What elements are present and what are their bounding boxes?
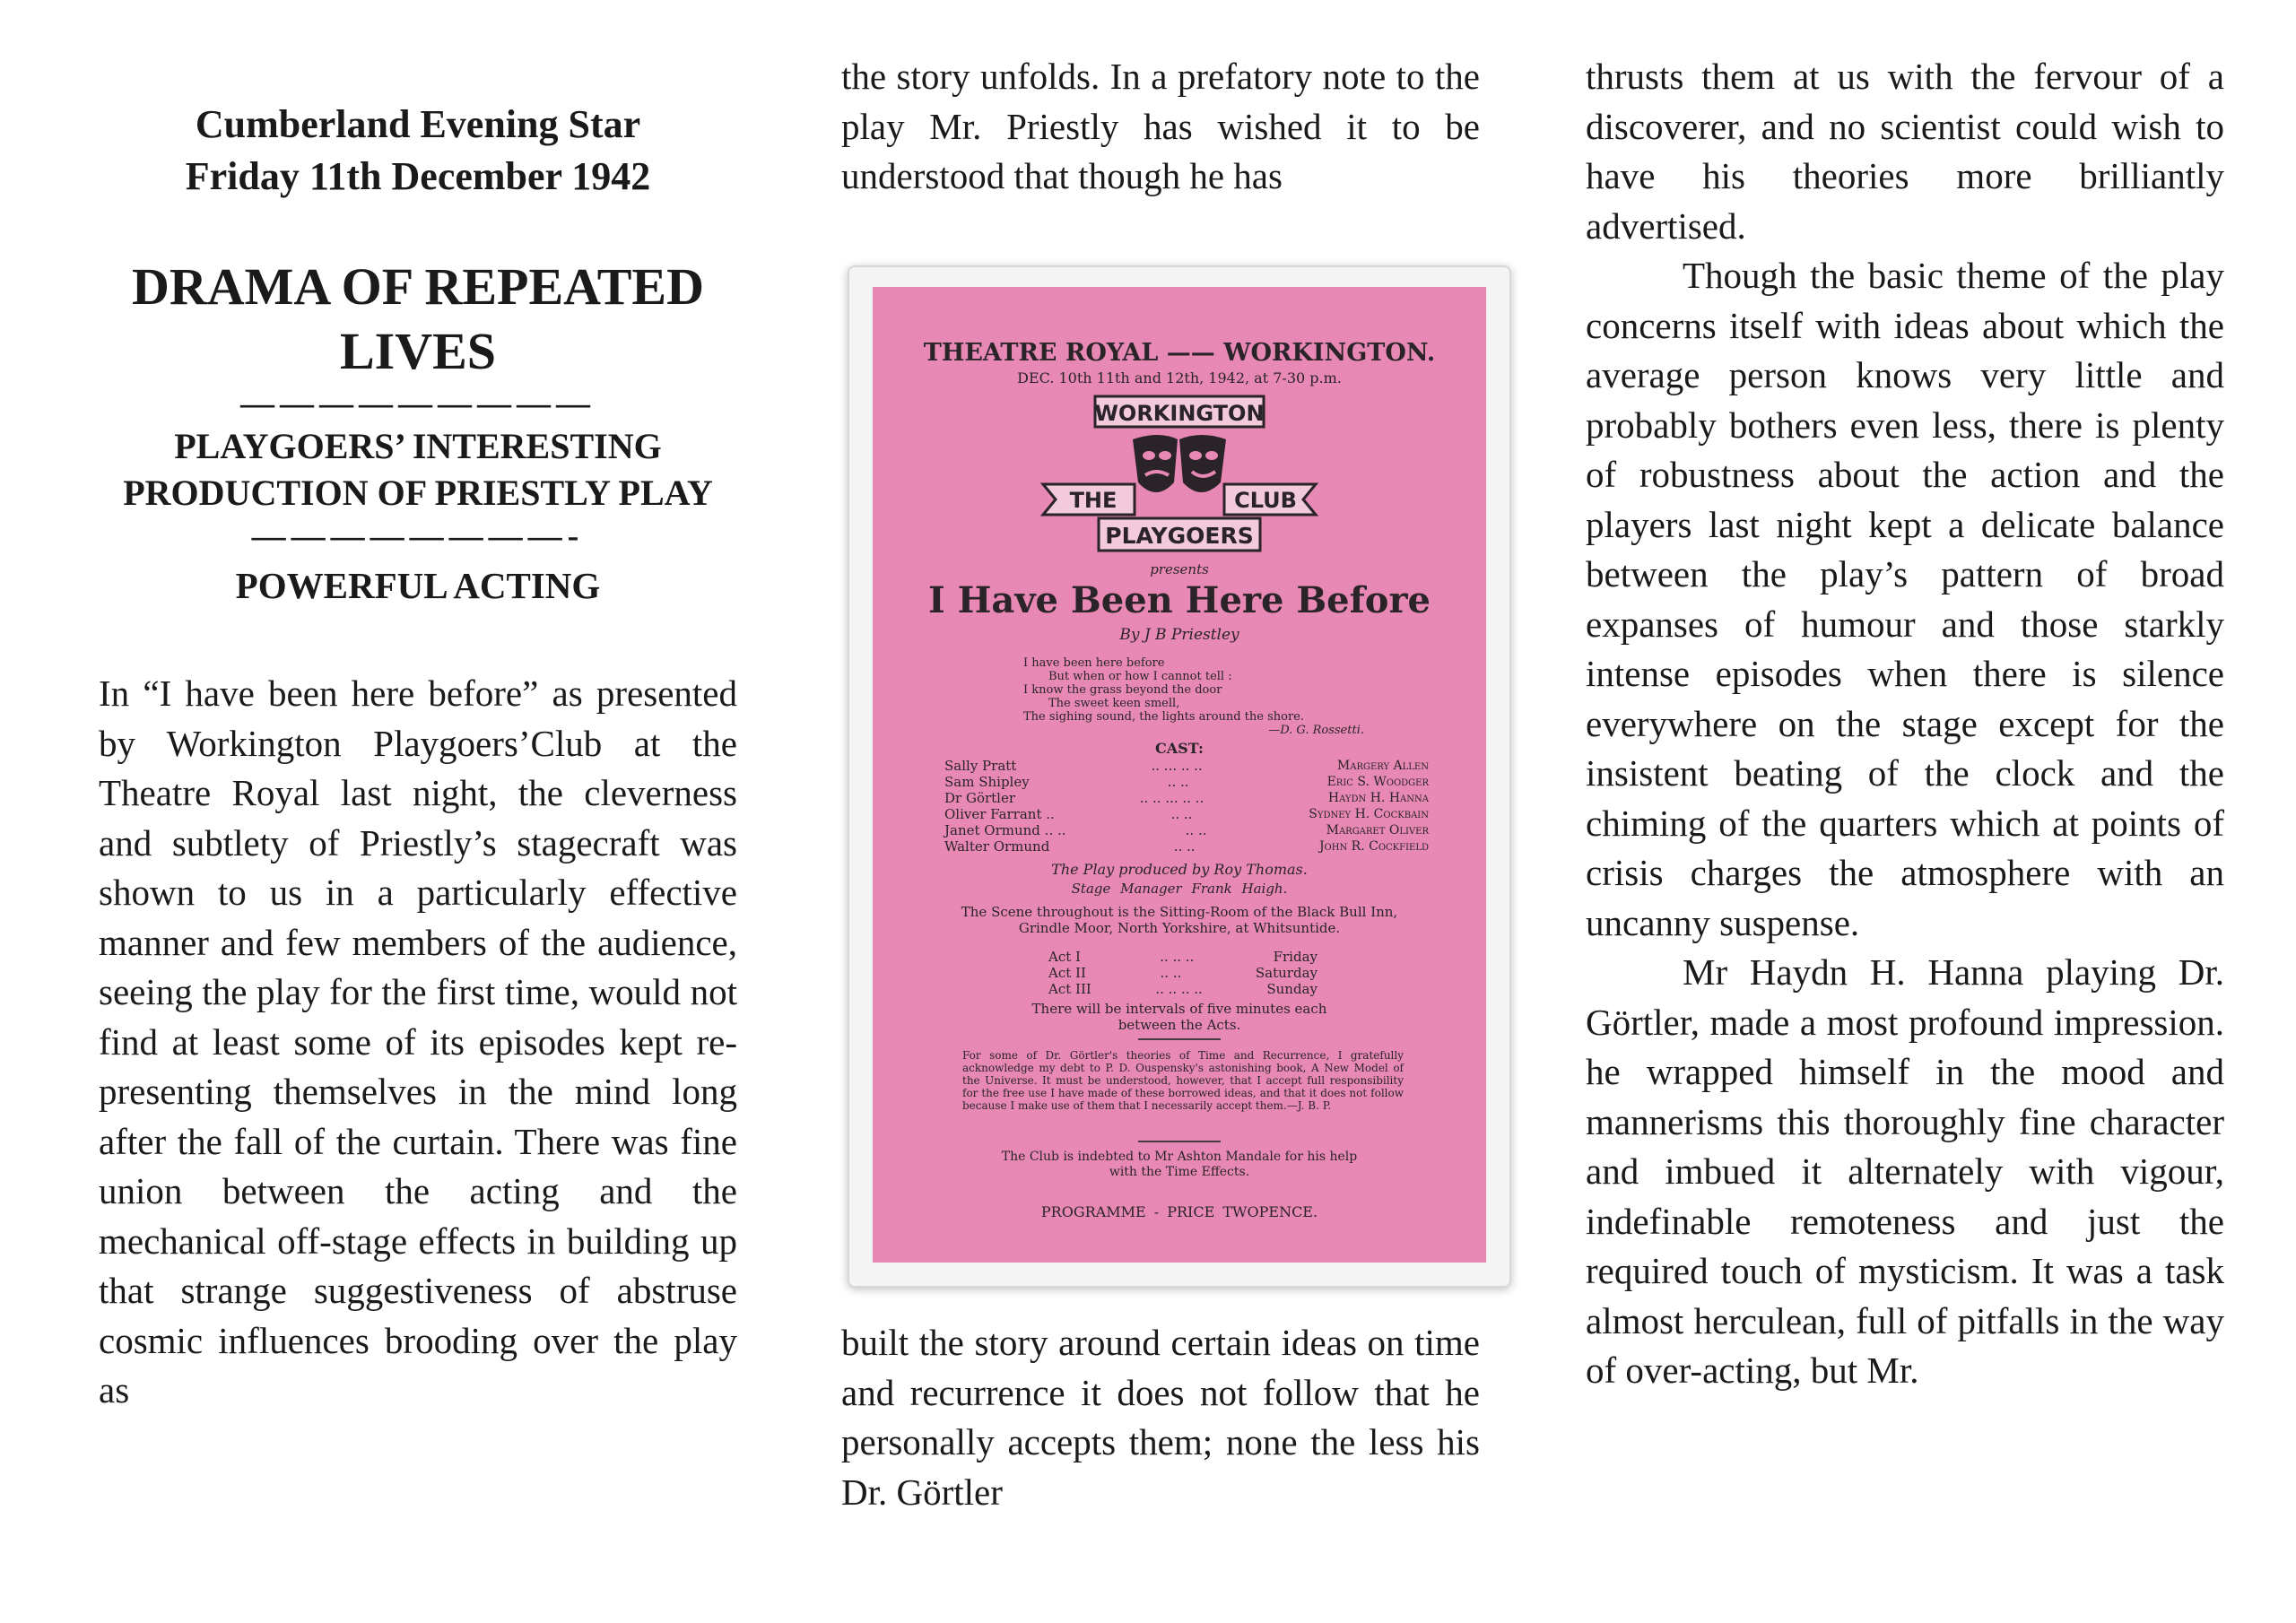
- article-paragraph-continued: thrusts them at us with the fervour of a discoverer, and no scientist could wish to have his theories more brilliantly advertised.: [1586, 56, 2224, 247]
- scene-description: The Scene throughout is the Sitting-Room of the Black Bull Inn, Grindle Moor, North Yorkshire, at Whitsuntide.: [961, 904, 1398, 936]
- logo-the-text: THE: [1069, 488, 1118, 513]
- cast-row: Sally Pratt .. ... .. .. Margery Allen: [944, 758, 1429, 774]
- programme-theatre: THEATRE ROYAL —— WORKINGTON.: [923, 339, 1436, 367]
- divider: [1138, 1141, 1221, 1142]
- programme-sheet: [873, 287, 1486, 1263]
- playgoers-club-logo: [873, 393, 1486, 559]
- poem-line: But when or how I cannot tell :: [1048, 670, 1232, 683]
- acts-list: [1048, 949, 1318, 997]
- poem-line: The sighing sound, the lights around the shore.: [1023, 710, 1304, 724]
- left-column: [99, 52, 737, 1416]
- article-paragraph: In “I have been here before” as presented by Workington Playgoers’Club at the Theatre Royal last night, the cleverness and subtlety of Priestly’s stagecraft was shown to us in a particularly effective manner and few members of the audience, seeing the play for the first time, would not find at least some of its episodes kept re-presenting themselves in the mind long after the fall of the curtain. There was fine union between the acting and the mechanical off-stage effects in building up that strange suggestiveness of abstruse cosmic influences brooding over the play as: [99, 673, 737, 1410]
- logo-playgoers-text: PLAYGOERS: [1105, 523, 1254, 549]
- produced-by: The Play produced by Roy Thomas.: [1051, 861, 1308, 878]
- right-column: [1586, 52, 2224, 1396]
- cast-row: Walter Ormund .. .. John R. Cockfield: [944, 838, 1429, 855]
- intervals-note: There will be intervals of five minutes each between the Acts.: [1031, 1001, 1327, 1033]
- divider: —————————: [240, 385, 596, 422]
- logo-club-text: CLUB: [1234, 488, 1297, 513]
- cast-row: Janet Ormund .. .. .. .. Margaret Oliver: [944, 822, 1429, 838]
- poem-line: I know the grass beyond the door: [1023, 683, 1222, 697]
- programme-price: PROGRAMME - PRICE TWOPENCE.: [1040, 1203, 1318, 1220]
- article-paragraph: Mr Haydn H. Hanna playing Dr. Görtler, made a most profound impression. he wrapped himself in the mood and mannerisms this thoroughly fine character and imbued it alternately with vigour, indefinable remoteness and just the required touch of mysticism. It was a task almost herculean, full of pitfalls in the way of over-acting, but Mr.: [1586, 951, 2224, 1391]
- club-acknowledgement: The Club is indebted to Mr Ashton Mandale for his help with the Time Effects.: [1001, 1150, 1358, 1179]
- headline: DRAMA OF REPEATED LIVES: [132, 257, 704, 380]
- article-paragraph-continued: built the story around certain ideas on time and recurrence it does not follow that he personally accepts them; none the less his Dr. Görtler: [841, 1322, 1480, 1513]
- poem-attribution: —D. G. Rossetti.: [1268, 724, 1364, 737]
- middle-column: [841, 52, 1480, 202]
- article-paragraph-continued: the story unfolds. In a prefatory note to the play Mr. Priestly has wished it to be understood that though he has: [841, 56, 1480, 196]
- programme-presents: presents: [1150, 561, 1209, 577]
- article-paragraph: Though the basic theme of the play concerns itself with ideas about which the average person knows very little and probably bothers even less, there is plenty of robustness about the action and the players last night kept a delicate balance between the play’s pattern of broad expanses of humour and those starkly intense episodes when there is silence everywhere on the stage except for the insistent beating of the clock and the chiming of the quarters which at points of crisis charges the atmosphere with an uncanny suspense.: [1586, 255, 2224, 943]
- stage-manager: Stage Manager Frank Haigh.: [1071, 881, 1288, 897]
- middle-column-bottom: [841, 1318, 1480, 1517]
- cast-row: Dr Görtler .. .. ... .. .. Haydn H. Hanna: [944, 790, 1429, 806]
- logo-workington-text: WORKINGTON: [1094, 401, 1265, 426]
- cast-row: Oliver Farrant .. .. .. Sydney H. Cockbain: [944, 806, 1429, 822]
- programme-play-title: I Have Been Here Before: [927, 579, 1431, 621]
- programme-poem: [1023, 656, 1400, 737]
- act-row: Act I .. .. .. Friday: [1048, 949, 1318, 965]
- subheadline-powerful-acting: POWERFUL ACTING: [235, 565, 601, 606]
- newspaper-name: Cumberland Evening Star: [195, 102, 641, 146]
- poem-line: I have been here before: [1023, 656, 1165, 670]
- subheadline: PLAYGOERS’ INTERESTING PRODUCTION OF PRIESTLY PLAY: [123, 426, 713, 513]
- divider: ————————-: [251, 517, 585, 555]
- theatre-masks-icon: [1133, 435, 1226, 492]
- author-note: For some of Dr. Görtler's theories of Time and Recurrence, I gratefully acknowledge my debt to P. D. Ouspensky's astonishing book, A New Model of the Universe. It must be understood, however, that I accept full responsibility for the free use I have made of these borrowed ideas, and that it does not follow because I make use of them that I necessarily accept them.—J. B. P.: [962, 1049, 1404, 1112]
- divider: [1138, 1038, 1221, 1040]
- programme-author: By J B Priestley: [1119, 626, 1239, 644]
- act-row: Act III .. .. .. .. Sunday: [1048, 981, 1318, 997]
- programme-photo: [848, 265, 1511, 1288]
- cast-row: Sam Shipley .. .. Eric S. Woodger: [944, 774, 1429, 790]
- programme-dates: DEC. 10th 11th and 12th, 1942, at 7-30 p.m.: [1017, 369, 1342, 386]
- act-row: Act II .. .. Saturday: [1048, 965, 1318, 981]
- poem-line: The sweet keen smell,: [1048, 697, 1180, 710]
- newspaper-date: Friday 11th December 1942: [185, 154, 651, 198]
- article-header: [99, 99, 737, 612]
- cast-heading: CAST:: [1155, 740, 1204, 757]
- cast-list: [944, 758, 1429, 855]
